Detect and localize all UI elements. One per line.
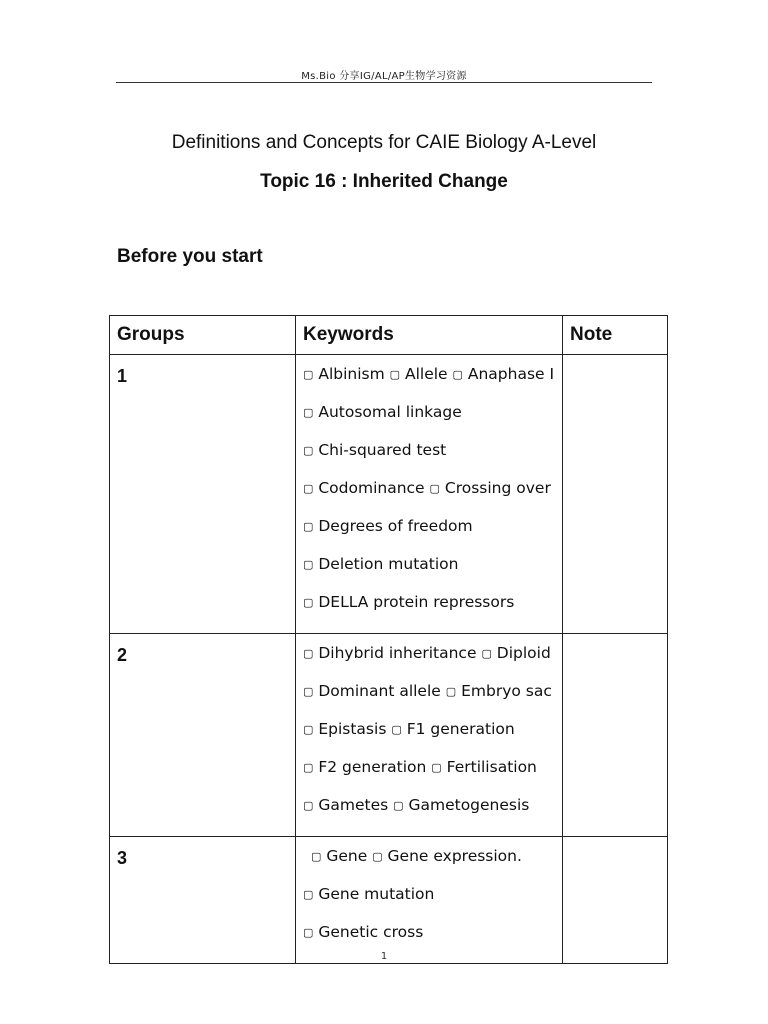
keyword-line <box>303 477 562 515</box>
keyword-item: Albinism <box>318 365 385 383</box>
keywords-cell <box>296 837 563 964</box>
checkbox-bullet-icon: ▢ <box>452 368 463 381</box>
keywords-table <box>109 315 668 964</box>
group-cell <box>110 634 296 837</box>
keyword-item: Epistasis <box>318 720 387 738</box>
checkbox-bullet-icon: ▢ <box>303 647 314 660</box>
group-cell <box>110 355 296 634</box>
group-number: 2 <box>117 645 128 665</box>
group-cell <box>110 837 296 964</box>
checkbox-bullet-icon: ▢ <box>303 926 314 939</box>
table-row <box>110 837 668 964</box>
header-divider <box>116 82 652 83</box>
keyword-item: Degrees of freedom <box>318 517 473 535</box>
checkbox-bullet-icon: ▢ <box>303 368 314 381</box>
keyword-line <box>303 553 562 591</box>
keyword-item: F1 generation <box>406 720 515 738</box>
checkbox-bullet-icon: ▢ <box>303 520 314 533</box>
keyword-line <box>303 718 562 756</box>
checkbox-bullet-icon: ▢ <box>481 647 492 660</box>
checkbox-bullet-icon: ▢ <box>303 761 314 774</box>
document-subtitle: Topic 16 : Inherited Change <box>260 171 508 192</box>
keyword-item: Dihybrid inheritance <box>318 644 477 662</box>
group-number: 3 <box>117 848 128 868</box>
checkbox-bullet-icon: ▢ <box>391 723 402 736</box>
checkbox-bullet-icon: ▢ <box>303 596 314 609</box>
checkbox-bullet-icon: ▢ <box>445 685 457 698</box>
keyword-item: Gene mutation <box>318 885 435 903</box>
header-keywords: Keywords <box>296 316 563 355</box>
keyword-line <box>303 883 562 921</box>
keyword-line <box>303 439 562 477</box>
keyword-item: Gene expression. <box>387 847 522 865</box>
keyword-item: Deletion mutation <box>318 555 459 573</box>
keyword-item: Crossing over <box>444 479 551 497</box>
checkbox-bullet-icon: ▢ <box>303 685 314 698</box>
note-cell <box>563 634 668 837</box>
table-row <box>110 355 668 634</box>
keyword-item: Allele <box>404 365 448 383</box>
header-note: Note <box>563 316 668 355</box>
keyword-line <box>303 642 562 680</box>
keyword-line <box>303 515 562 553</box>
checkbox-bullet-icon: ▢ <box>303 723 314 736</box>
keyword-item: Dominant allele <box>318 682 441 700</box>
keyword-line <box>303 363 562 401</box>
keyword-item: Codominance <box>318 479 425 497</box>
keyword-item: Gametes <box>318 796 389 814</box>
checkbox-bullet-icon: ▢ <box>303 558 314 571</box>
keyword-line <box>303 591 562 629</box>
keyword-line <box>303 756 562 794</box>
keyword-line <box>303 401 562 439</box>
checkbox-bullet-icon: ▢ <box>429 482 440 495</box>
checkbox-bullet-icon: ▢ <box>303 799 314 812</box>
keyword-line <box>303 845 562 883</box>
keyword-item: Diploid <box>496 644 551 662</box>
checkbox-bullet-icon: ▢ <box>372 850 383 863</box>
checkbox-bullet-icon: ▢ <box>303 482 314 495</box>
keyword-line <box>303 680 562 718</box>
page-header-text: Ms.Bio 分享IG/AL/AP生物学习资源 <box>301 71 467 82</box>
group-number: 1 <box>117 366 128 386</box>
note-cell <box>563 355 668 634</box>
checkbox-bullet-icon: ▢ <box>311 850 322 863</box>
header-groups: Groups <box>110 316 296 355</box>
checkbox-bullet-icon: ▢ <box>303 406 314 419</box>
checkbox-bullet-icon: ▢ <box>389 368 401 381</box>
checkbox-bullet-icon: ▢ <box>393 799 404 812</box>
keyword-item: Autosomal linkage <box>318 403 462 421</box>
note-cell <box>563 837 668 964</box>
checkbox-bullet-icon: ▢ <box>431 761 442 774</box>
section-heading: Before you start <box>117 246 263 267</box>
keyword-item: Genetic cross <box>318 923 424 941</box>
page-number: 1 <box>380 951 388 962</box>
table-row <box>110 634 668 837</box>
keywords-cell <box>296 355 563 634</box>
keyword-item: Gene <box>326 847 368 865</box>
keyword-item: Gametogenesis <box>408 796 530 814</box>
checkbox-bullet-icon: ▢ <box>303 444 314 457</box>
keyword-item: Embryo sac <box>461 682 552 700</box>
keyword-item: Chi-squared test <box>318 441 447 459</box>
keyword-item: DELLA protein repressors <box>318 593 515 611</box>
keyword-item: Fertilisation <box>446 758 537 776</box>
keyword-item: Anaphase I <box>467 365 555 383</box>
keyword-line <box>303 794 562 832</box>
document-title: Definitions and Concepts for CAIE Biology A-Level <box>171 132 597 153</box>
keyword-item: F2 generation <box>318 758 427 776</box>
checkbox-bullet-icon: ▢ <box>303 888 314 901</box>
table-header-row <box>110 316 668 355</box>
keywords-cell <box>296 634 563 837</box>
